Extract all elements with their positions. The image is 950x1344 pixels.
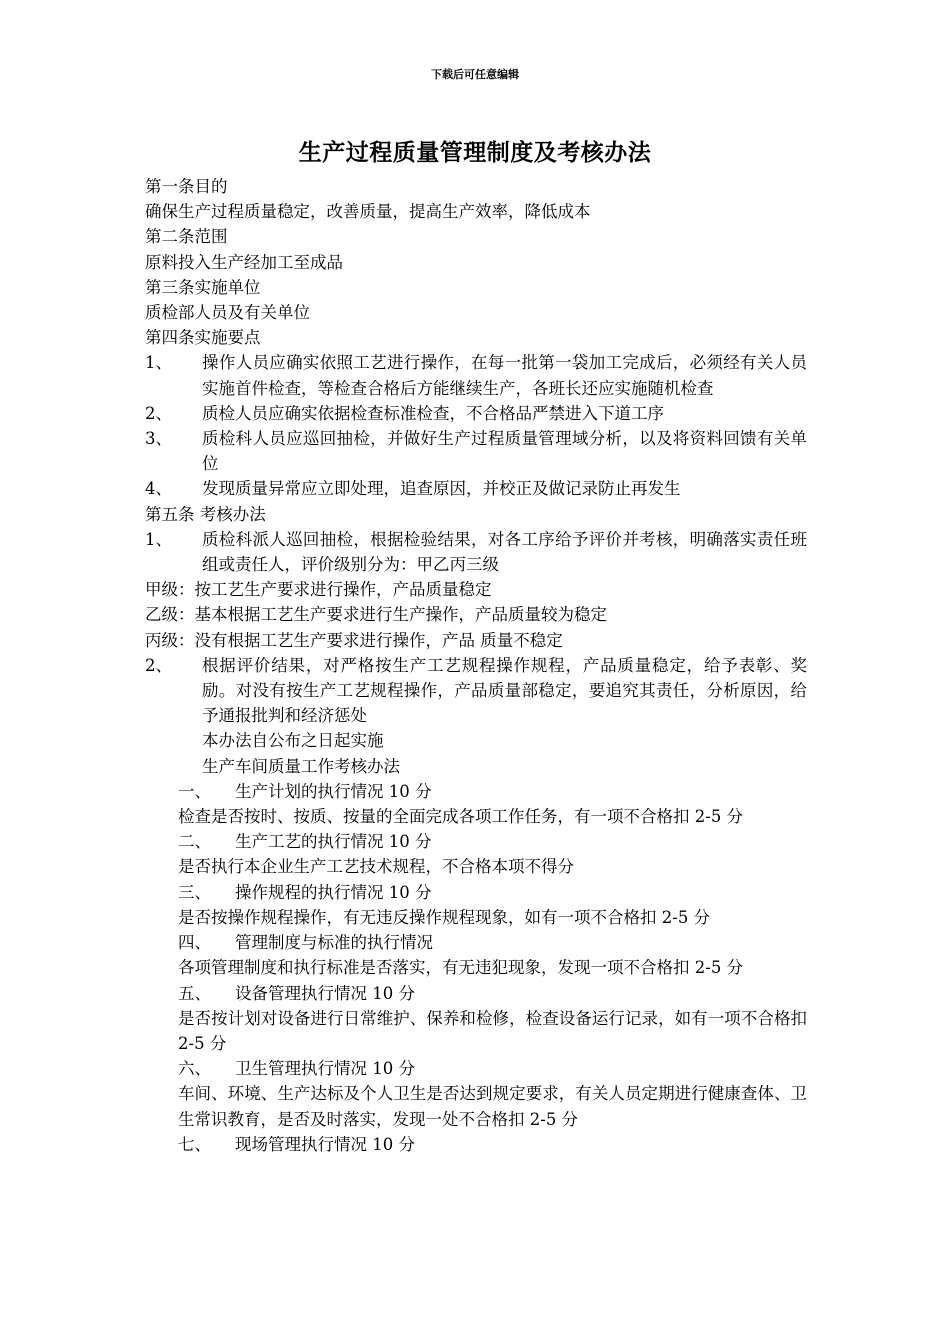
section-text: 各项管理制度和执行标准是否落实，有无违犯现象，发现一项不合格扣 2-5 分 — [178, 958, 744, 978]
section-title: 设备管理执行情况 10 分 — [235, 983, 415, 1003]
list-item — [145, 476, 807, 501]
list-item — [145, 653, 807, 729]
section-title: 现场管理执行情况 10 分 — [235, 1134, 415, 1154]
list-item-number: 2、 — [145, 655, 172, 675]
section-title: 操作规程的执行情况 10 分 — [235, 882, 432, 902]
section-number: 五、 — [178, 983, 211, 1003]
list-item-number: 1、 — [145, 353, 172, 373]
section-number: 二、 — [178, 832, 211, 852]
article-3-heading: 第三条实施单位 — [145, 277, 261, 297]
article-3-text: 质检部人员及有关单位 — [145, 303, 310, 323]
article-1-text: 确保生产过程质量稳定，改善质量，提高生产效率，降低成本 — [145, 202, 591, 222]
page-header: 下载后可任意编辑 — [431, 68, 519, 81]
grade-c: 丙级：没有根据工艺生产要求进行操作，产品 质量不稳定 — [145, 630, 563, 650]
section-number: 六、 — [178, 1059, 211, 1079]
list-item — [145, 401, 807, 426]
list-item — [145, 527, 807, 577]
section-subtitle: 生产车间质量工作考核办法 — [202, 756, 400, 776]
section-number: 七、 — [178, 1134, 211, 1154]
document-body — [145, 174, 807, 1157]
document-title: 生产过程质量管理制度及考核办法 — [298, 139, 652, 166]
effective-statement: 本办法自公布之日起实施 — [202, 731, 384, 751]
article-1-heading: 第一条目的 — [145, 177, 228, 196]
section-number: 一、 — [178, 781, 211, 801]
list-item-text: 根据评价结果，对严格按生产工艺规程操作规程，产品质量稳定，给予表彰、奖励。对没有按生产工艺规程操作，产品质量部稳定，要追究其责任，分析原因，给予通报批判和经济惩处 — [202, 655, 807, 726]
section-title: 生产计划的执行情况 10 分 — [235, 781, 432, 801]
list-item-text: 质检科派人巡回抽检，根据检验结果，对各工序给予评价并考核，明确落实责任班组或责任人，评价级别分为：甲乙丙三级 — [202, 529, 807, 575]
article-5-heading: 第五条 考核办法 — [145, 504, 266, 524]
section-text: 车间、环境、生产达标及个人卫生是否达到规定要求，有关人员定期进行健康查体、卫生常识教育，是否及时落实，发现一处不合格扣 2-5 分 — [178, 1084, 807, 1129]
article-4-heading: 第四条实施要点 — [145, 328, 261, 348]
section-heading — [145, 981, 807, 1006]
grade-a: 甲级：按工艺生产要求进行操作，产品质量稳定 — [145, 580, 492, 600]
list-item-number: 1、 — [145, 529, 172, 549]
section-heading — [145, 779, 807, 804]
section-heading — [145, 1132, 807, 1157]
section-heading — [145, 930, 807, 955]
list-item — [145, 350, 807, 400]
section-text: 是否按计划对设备进行日常维护、保养和检修，检查设备运行记录，如有一项不合格扣 2-5 分 — [178, 1008, 807, 1053]
article-2-text: 原料投入生产经加工至成品 — [145, 252, 343, 272]
list-item-text: 操作人员应确实依照工艺进行操作，在每一批第一袋加工完成后，必须经有关人员实施首件检查，等检查合格后方能继续生产，各班长还应实施随机检查 — [202, 353, 807, 398]
list-item-number: 4、 — [145, 479, 172, 499]
list-item-text: 质检科人员应巡回抽检，并做好生产过程质量管理域分析，以及将资料回馈有关单位 — [202, 429, 807, 474]
list-item-text: 发现质量异常应立即处理，追查原因，并校正及做记录防止再发生 — [202, 479, 681, 499]
section-heading — [145, 829, 807, 854]
list-item-number: 2、 — [145, 403, 172, 423]
section-text: 是否执行本企业生产工艺技术规程，不合格本项不得分 — [178, 857, 574, 877]
section-text: 是否按操作规程操作，有无违反操作规程现象，如有一项不合格扣 2-5 分 — [178, 907, 711, 927]
section-number: 三、 — [178, 882, 211, 902]
section-title: 管理制度与标准的执行情况 — [235, 933, 433, 953]
section-heading — [145, 880, 807, 905]
list-item-number: 3、 — [145, 429, 172, 449]
section-heading — [145, 1056, 807, 1081]
list-item — [145, 426, 807, 476]
section-title: 卫生管理执行情况 10 分 — [235, 1059, 415, 1079]
section-title: 生产工艺的执行情况 10 分 — [235, 832, 432, 852]
section-text: 检查是否按时、按质、按量的全面完成各项工作任务，有一项不合格扣 2-5 分 — [178, 807, 744, 827]
article-2-heading: 第二条范围 — [145, 227, 228, 247]
list-item-text: 质检人员应确实依据检查标准检查，不合格品严禁进入下道工序 — [202, 403, 664, 423]
section-number: 四、 — [178, 933, 211, 953]
grade-b: 乙级：基本根据工艺生产要求进行生产操作，产品质量较为稳定 — [145, 605, 607, 625]
